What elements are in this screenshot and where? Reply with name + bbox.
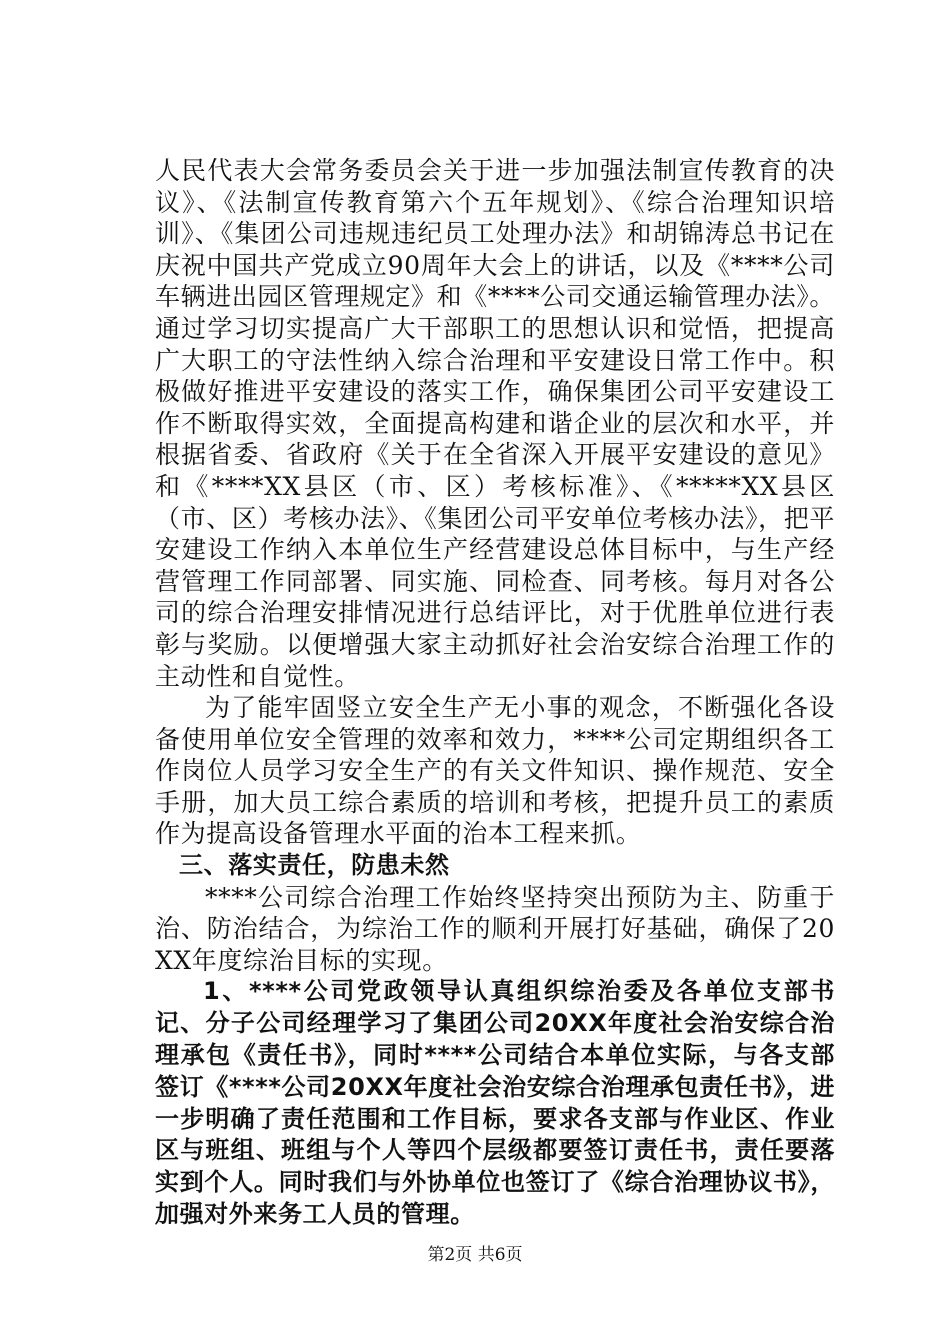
paragraph-responsibility-item-1: 1、****公司党政领导认真组织综治委及各单位支部书记、分子公司经理学习了集团公司20XX年度社会治安综合治理承包《责任书》，同时****公司结合本单位实际，与各支部签订《****公司20XX年度社会治安综合治理承包责任书》，进一步明确了责任范围和工作目标，要求各支部与作业区、作业区与班组、班组与个人等四个层级都要签订责任书，责任要落实到个人。同时我们与外协单位也签订了《综合治理协议书》，加强对外来务工人员的管理。	[155, 977, 835, 1229]
section-heading: 三、落实责任，防患未然	[179, 851, 450, 880]
document-body	[155, 155, 835, 1231]
paragraph-continuation: 人民代表大会常务委员会关于进一步加强法制宣传教育的决议》、《法制宣传教育第六个五年规划》、《综合治理知识培训》、《集团公司违规违纪员工处理办法》和胡锦涛总书记在庆祝中国共产党成立90周年大会上的讲话，以及《****公司车辆进出园区管理规定》和《****公司交通运输管理办法》。通过学习切实提高广大干部职工的思想认识和觉悟，把提高广大职工的守法性纳入综合治理和平安建设日常工作中。积极做好推进平安建设的落实工作，确保集团公司平安建设工作不断取得实效，全面提高构建和谐企业的层次和水平，并根据省委、省政府《关于在全省深入开展平安建设的意见》和《****XX县区（市、区）考核标准》、《*****XX县区（市、区）考核办法》、《集团公司平安单位考核办法》，把平安建设工作纳入本单位生产经营建设总体目标中，与生产经营管理工作同部署、同实施、同检查、同考核。每月对各公司的综合治理安排情况进行总结评比，对于优胜单位进行表彰与奖励。以便增强大家主动抓好社会治安综合治理工作的主动性和自觉性。	[155, 156, 835, 691]
paragraph-safety-training: 为了能牢固竖立安全生产无小事的观念，不断强化各设备使用单位安全管理的效率和效力，****公司定期组织各工作岗位人员学习安全生产的有关文件知识、操作规范、安全手册，加大员工综合素质的培训和考核，把提升员工的素质作为提高设备管理水平面的治本工程来抓。	[155, 693, 835, 849]
paragraph-prevention: ****公司综合治理工作始终坚持突出预防为主、防重于治、防治结合，为综治工作的顺利开展打好基础，确保了20XX年度综治目标的实现。	[155, 882, 835, 975]
page-number-footer: 第2页 共6页	[427, 1245, 523, 1265]
